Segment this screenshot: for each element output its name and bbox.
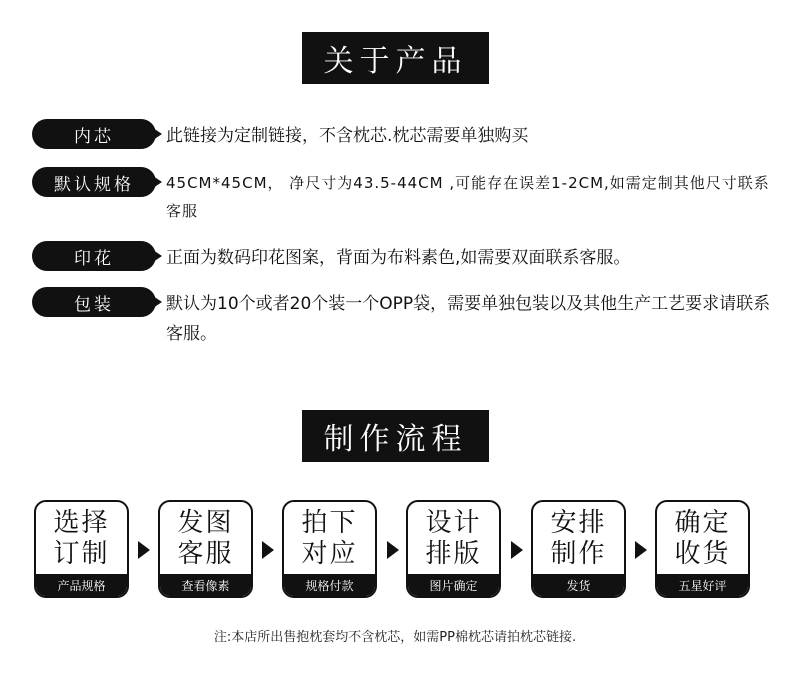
arrow-right-icon	[511, 541, 523, 559]
arrow-right-icon	[138, 541, 150, 559]
info-text-packaging: 默认为10个或者20个装一个OPP袋，需要单独包装以及其他生产工艺要求请联系客服。	[166, 294, 771, 344]
process-step-send-image	[158, 500, 253, 598]
step-footer: 图片确定	[408, 574, 499, 596]
step-title-line2: 收货	[674, 539, 731, 569]
step-footer: 五星好评	[657, 574, 748, 596]
info-label-default-size: 默认规格	[32, 167, 156, 197]
step-title	[408, 508, 499, 570]
about-product-title: 关于产品	[302, 32, 489, 84]
info-label-packaging: 包装	[32, 287, 156, 317]
info-text-print: 正面为数码印花图案，背面为布料素色,如需要双面联系客服。	[166, 248, 631, 268]
process-title: 制作流程	[302, 410, 489, 462]
step-title	[657, 508, 748, 570]
step-footer: 发货	[533, 574, 624, 596]
step-title-line1: 发图	[177, 508, 234, 538]
info-label-print: 印花	[32, 241, 156, 271]
info-label-core: 内芯	[32, 119, 156, 149]
step-title-line1: 设计	[425, 508, 482, 538]
info-text-default-size: 45CM*45CM， 净尺寸为43.5-44CM ,可能存在误差1-2CM,如需定制其他尺寸联系客服	[166, 174, 770, 220]
step-title-line1: 拍下	[301, 508, 358, 538]
step-title-line2: 排版	[425, 539, 482, 569]
pointer-triangle-icon	[150, 248, 162, 264]
step-title-line2: 订制	[53, 539, 110, 569]
step-title-line2: 客服	[177, 539, 234, 569]
step-title-line1: 选择	[53, 508, 110, 538]
arrow-right-icon	[262, 541, 274, 559]
pointer-triangle-icon	[150, 174, 162, 190]
pointer-triangle-icon	[150, 126, 162, 142]
step-title-line2: 制作	[550, 539, 607, 569]
process-step-order	[282, 500, 377, 598]
process-step-design	[406, 500, 501, 598]
arrow-right-icon	[387, 541, 399, 559]
step-footer: 产品规格	[36, 574, 127, 596]
process-step-produce	[531, 500, 626, 598]
info-text-core: 此链接为定制链接，不含枕芯.枕芯需要单独购买	[166, 126, 529, 146]
step-title	[533, 508, 624, 570]
process-step-select	[34, 500, 129, 598]
step-title-line1: 确定	[674, 508, 731, 538]
pointer-triangle-icon	[150, 294, 162, 310]
step-footer: 查看像素	[160, 574, 251, 596]
process-step-receive	[655, 500, 750, 598]
arrow-right-icon	[635, 541, 647, 559]
step-title	[160, 508, 251, 570]
step-title	[284, 508, 375, 570]
step-title-line1: 安排	[550, 508, 607, 538]
step-title	[36, 508, 127, 570]
footer-note: 注:本店所出售抱枕套均不含枕芯，如需PP棉枕芯请拍枕芯链接.	[213, 630, 577, 645]
step-footer: 规格付款	[284, 574, 375, 596]
step-title-line2: 对应	[301, 539, 358, 569]
